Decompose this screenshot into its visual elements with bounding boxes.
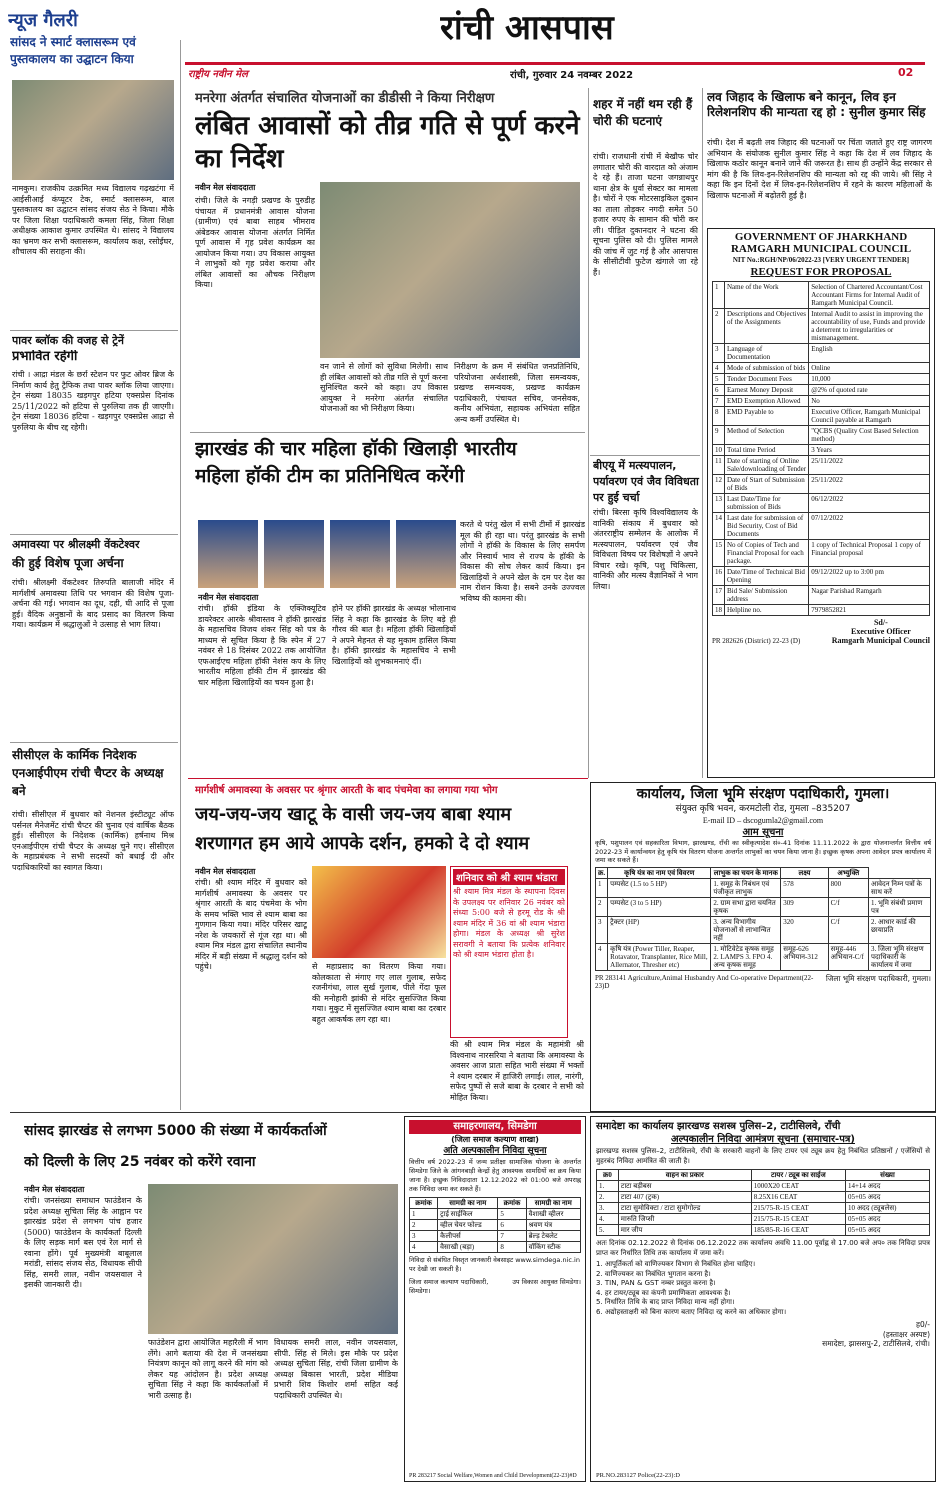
police-sign3: समादेष्टा, झाससपु-2, टाटीसिलवे, रांची। [822, 1339, 930, 1348]
table-cell: Online [809, 363, 930, 374]
mnrega-body-col2: वन जाने से लोगों को सुविधा मिलेगी। साथ ही लंबित आवासों को तीव्र गति से पूर्ण करना सुनिश्चित करने को कहा। उप विकास आयुक्त ने मनरेगा अंतर्गत संचालित योजनाओं का भी निरीक्षण किया। [320, 362, 448, 413]
table-header-cell: क्रमांक [498, 1198, 526, 1209]
table-row [597, 1203, 930, 1214]
table-cell: ट्राई साईकिल [438, 1209, 498, 1220]
police-term: 5. निर्धारित तिथि के बाद प्राप्त निविदा मान्य नहीं होगा। [596, 1298, 735, 1306]
simdega-table [409, 1197, 581, 1253]
table-cell: 14 [713, 513, 725, 540]
table-row [597, 1225, 930, 1236]
table-cell: 2 [713, 309, 725, 344]
table-cell: Name of the Work [725, 282, 809, 309]
table-row [596, 878, 931, 897]
table-cell: 3. जिला भूमि संरक्षण पदाधिकारी के कार्यालय में जमा [868, 943, 930, 970]
table-header-cell: क्र0 [597, 1170, 619, 1181]
left-story1-photo [12, 80, 174, 180]
table-cell: 1. मोटिवेटेड कृषक समूह 2. LAMPS 3. FPO 4. अन्य कृषक समूह [711, 943, 781, 970]
table-header-cell: क्रमांक [410, 1198, 438, 1209]
table-cell: कृषि यंत्र (Power Tiller, Reaper, Rotavator, Transplanter, Rice Mill, Allernator, Thresher etc) [608, 943, 711, 970]
table-cell: 10 [713, 445, 725, 456]
table-row [410, 1209, 581, 1220]
table-row [713, 309, 930, 344]
table-cell: 6 [713, 385, 725, 396]
ramgarh-gov: GOVERNMENT OF JHARKHAND [734, 231, 908, 243]
table-cell: व्हील चेयर फोल्ड [438, 1220, 498, 1231]
table-cell: टाटा सुमोविक्टा / टाटा सुमोगोल्ड [618, 1203, 751, 1214]
table-cell: कैलीपर्स [438, 1231, 498, 1242]
khatu-sidebar [450, 866, 568, 1038]
mnrega-headline: लंबित आवासों को तीव्र गति से पूर्ण करने का निर्देश [195, 111, 580, 174]
city-theft-headline: शहर में नहीं थम रही हैं चोरी की घटनाएं [593, 97, 693, 128]
table-cell: "QCBS (Quality Cost Based Selection method) [809, 426, 930, 445]
left-story2-kicker: पावर ब्लॉक की वजह से ट्रेनें [12, 334, 124, 347]
mp-headline: सांसद झारखंड से लगभग 5000 की संख्या में कार्यकर्ताओं को दिल्ली के लिए 25 नवंबर को करेंगे रवाना [24, 1123, 327, 1170]
table-cell: Total time Period [725, 445, 809, 456]
table-cell: टाटा बड़ीबस [618, 1181, 751, 1192]
table-cell: 25/11/2022 [809, 475, 930, 494]
left-story2-headline: प्रभावित रहेंगी [12, 350, 78, 364]
police-pr: PR.NO.283127 Police(22-23):D [596, 1472, 680, 1479]
table-cell: Internal Audit to assist in improving the accountability of use, Funds and provide a deterrent to irregularities or mismanagement. [809, 309, 930, 344]
table-cell: EMD Exemption Allowed [725, 396, 809, 407]
table-cell: 1000X20 CEAT [751, 1181, 845, 1192]
gumla-pr: PR 283141 Agriculture,Animal Husbandry And Co-operative Department(22-23)D [595, 973, 814, 990]
table-cell: 5 [713, 374, 725, 385]
ramgarh-table [712, 281, 930, 616]
table-row [713, 494, 930, 513]
table-cell: No of Copies of Tech and Financial Proposal for each package. [725, 540, 809, 567]
table-cell: 4 [410, 1242, 438, 1253]
table-cell: Tender Document Fees [725, 374, 809, 385]
khatu-body-col1: रांची। श्री श्याम मंदिर में बुधवार को मार्गशीर्ष अमावस्या के अवसर पर श्रृंगार आरती के बाद पंचमेवा के भोग के समय भक्ति भाव से श्याम बाबा का गुणगान किया गया। मंदिर परिसर खाटू नरेश के जयकारों से गूंज रहा था। श्री श्याम मित्र मंडल द्वारा संचालित स्थानीय मंदिर में बड़ी संख्या में श्रद्धालु दर्शन को पहुंचे। [195, 878, 307, 971]
table-cell: 5 [498, 1209, 526, 1220]
table-cell: Date/Time of Technical Bid Opening [725, 567, 809, 586]
table-cell: Date of Start of Submission of Bids [725, 475, 809, 494]
left-story1-body: नामकुम। राजकीय उत्क्रमित मध्य विद्यालय गढ़खटंगा में आईसीआई कंप्यूटर टेक, स्मार्ट क्लासरूम, बाल पुस्तकालय का उद्घाटन सांसद संजय सेठ ने किया। मौके पर जिला शिक्षा पदाधिकारी कमला सिंह, जिला शिक्षा अधीक्षक आकाश कुमार उपस्थित थे। सांसद ने विद्यालय का भ्रमण कर सभी क्लासरूम, कार्यालय कक्ष, रसोईघर, शौचालय की सराहना की। [12, 184, 174, 256]
masthead-rule [185, 62, 925, 65]
police-title: अल्पकालीन निविदा आमंत्रण सूचना (समाचार-पत्र) [671, 1134, 855, 1145]
khatu-sidebar-body: श्री श्याम मित्र मंडल के स्थापना दिवस के उपलक्ष्य पर शनिवार 26 नवंबर को संध्या 5:00 बजे से हरमू रोड के श्री श्याम मंदिर में 36 वां श्री श्याम भंडारा होगा। मंडल के अध्यक्ष श्री सुरेश सरावगी ने बताया कि प्रत्येक शनिवार को श्री श्याम भंडारा होता है। [453, 887, 565, 959]
left-story4-body: रांची। सीसीएल में बुधवार को नेशनल इंस्टीट्यूट ऑफ पर्सनल मैनेजमेंट रांची चैप्टर की चुनाव एवं वार्षिक बैठक हुई। सीसीएल के निदेशक (कार्मिक) हर्षनाथ मिश्र एनआईपीएम रांची चैप्टर के अध्यक्ष चुने गए। सीसीएल के महाप्रबंधक ने सभी सदस्यों को बधाई दी और पदाधिकारियों का स्वागत किया। [12, 810, 174, 872]
hockey-body-col2: होने पर हॉकी झारखंड के अध्यक्ष भोलानाथ सिंह ने कहा कि झारखंड के लिए बड़े ही गौरव की बात है। महिला हॉकी खिलाड़ियों ने अपने मेहनत से यह मुकाम हासिल किया है। हॉकी झारखंड के महासचिव ने सभी खिलाड़ियों को शुभकामनाएं दीं। [332, 604, 456, 666]
table-cell: No [809, 396, 930, 407]
police-term: 2. वाणिज्यकर का निबंधित भुगतान करना है। [596, 1269, 711, 1278]
ramgarh-sign3: Ramgarh Municipal Council [831, 636, 930, 645]
table-cell: 3 [410, 1231, 438, 1242]
table-cell: 4. [597, 1214, 619, 1225]
table-cell: 2 [410, 1220, 438, 1231]
left-story4-headline: सीसीएल के कार्मिक निदेशक एनआईपीएम रांची चैप्टर के अध्यक्ष बने [12, 748, 164, 798]
table-header-cell: अभ्युक्ति [828, 867, 868, 878]
table-cell: 7 [498, 1231, 526, 1242]
table-cell: Nagar Parishad Ramgarh [809, 586, 930, 605]
table-cell: 16 [713, 567, 725, 586]
table-cell: टाटा 407 (ट्रक) [618, 1192, 751, 1203]
simdega-title: अति अल्पकालीन निविदा सूचना [443, 1146, 547, 1156]
table-cell: 7979852821 [809, 605, 930, 616]
left-story3-body: रांची। श्रीलक्ष्मी वेंकटेश्वर तिरुपति बालाजी मंदिर में मार्गशीर्ष अमावस्या तिथि पर भगवान की विशेष पूजा-अर्चना की गई। भगवान का दूध, दही, घी आदि से पूजा हुई। वैदिक अनुष्ठानों के बाद प्रसाद का वितरण किया गया। कार्यक्रम में श्रद्धालुओं ने उत्साह से भाग लिया। [12, 578, 174, 629]
table-row [713, 605, 930, 616]
table-cell: 18 [713, 605, 725, 616]
dateline: रांची, गुरुवार 24 नवम्बर 2022 [510, 70, 634, 81]
mnrega-body-col3: निरीक्षण के क्रम में संबंधित जनप्रतिनिधि, परियोजना अर्थशास्त्री, जिला समन्वयक, प्रखण्ड समन्वयक, प्रखण्ड कार्यक्रम पदाधिकारी, पंचायत सचिव, जनसेवक, कनीय अभियंता, सहायक अभियंता सहित अन्य कर्मी उपस्थित थे। [454, 362, 580, 424]
table-header-cell: सामग्री का नाम [526, 1198, 580, 1209]
gumla-title: आम सूचना [742, 827, 784, 838]
table-cell: मार जीप [618, 1225, 751, 1236]
table-row [713, 567, 930, 586]
table-cell: Method of Selection [725, 426, 809, 445]
hockey-byline: नवीन मेल संवाददाता [198, 593, 259, 602]
simdega-sign-left: जिला समाज कल्याण पदाधिकारी, सिमडेगा। [409, 1278, 489, 1295]
table-cell: 4 [596, 943, 608, 970]
table-cell: 9 [713, 426, 725, 445]
table-cell: 25/11/2022 [809, 456, 930, 475]
khatu-headline: जय-जय-जय खाटू के वासी जय-जय बाबा श्याम शरणागत हम आये आपके दर्शन, हमको दे दो श्याम [195, 804, 530, 854]
table-row [713, 513, 930, 540]
ramgarh-org: RAMGARH MUNICIPAL COUNCIL [730, 243, 912, 255]
table-cell: 13 [713, 494, 725, 513]
hockey-player-photo-1 [198, 520, 258, 588]
table-cell: 14+14 अदद [845, 1181, 929, 1192]
ramgarh-title: REQUEST FOR PROPOSAL [750, 266, 892, 278]
hockey-player-photo-4 [396, 520, 456, 588]
gumla-table [595, 867, 931, 971]
table-row [713, 445, 930, 456]
section-title: रांची आसपास [440, 8, 614, 48]
table-cell: 07/12/2022 [809, 513, 930, 540]
bau-body: रांची। बिरसा कृषि विश्वविद्यालय के वानिकी संकाय में बुधवार को अंतरराष्ट्रीय सम्मेलन के आलोक में मत्स्यपालन, पर्यावरण एवं जैव विविधता विषय पर विशेषज्ञों ने अपने विचार रखे। कृषि, पशु चिकित्सा, वानिकी और मत्स्य वैज्ञानिकों ने भाग लिया। [593, 508, 698, 591]
table-row [713, 426, 930, 445]
ramgarh-sign1: Sd/- [873, 618, 888, 627]
mp-body-col1: रांची। जनसंख्या समाधान फाउंडेशन के प्रदेश अध्यक्ष सुचिता सिंह के आह्वान पर झारखंड प्रदेश से लगभग पांच हजार (5000) फाउंडेशन के कार्यकर्ता दिल्ली के लिए सड़क मार्ग बस एवं रेल मार्ग से रवाना होंगे। पूर्व मुख्यमंत्री बाबूलाल मरांडी, सांसद संजय सेठ, विधायक सीपी सिंह, समरी लाल, नवीन जयसवाल ने इसकी जानकारी दी। [24, 1196, 142, 1289]
police-office: समादेष्टा का कार्यालय झारखण्ड सशस्त्र पुलिस–2, टाटीसिलवे, राँची [596, 1121, 841, 1132]
table-row [596, 897, 931, 916]
table-cell: 320 [781, 916, 828, 943]
khatu-body-col3: की श्री श्याम मित्र मंडल के महामंत्री श्री विश्वनाथ नारसरिया ने बताया कि अमावस्या के अवसर आज प्रातः सहित भारी संख्या में भक्तों ने श्याम दरबार में हाजिरी लगाई। लाल, नारंगी, सफेद पुष्पों से सजे बाबा के दरबार ने सभी को मोहित किया। [450, 1040, 584, 1102]
table-header-cell: कृषि यंत्र का नाम एवं विवरण [608, 867, 711, 878]
table-cell: 7 [713, 396, 725, 407]
table-row [597, 1192, 930, 1203]
khatu-photo [312, 866, 446, 958]
gumla-sign: जिला भूमि संरक्षण पदाधिकारी, गुमला। [825, 973, 931, 983]
mp-photo [148, 1184, 398, 1334]
table-cell: 1. समूह के निबंधन एवं पंजीकृत लाभुक [711, 878, 781, 897]
table-cell: English [809, 344, 930, 363]
table-cell: वैशाखी व्हीलर [526, 1209, 580, 1220]
table-cell: Language of Documentation [725, 344, 809, 363]
gumla-intro: कृषि, पशुपालन एवं सहकारिता विभाग, झारखण्ड, राँची का स्वीकृत्यादेश सं०-41 दिनांक 11.11.2022 के द्वारा योजनान्तर्गत वित्तीय वर्ष 2022-23 में कार्यान्वयन हेतु कृषि यंत्र वितरण योजना अन्तर्गत लाभुकों का चयन किया जाना है। इच्छुक कृषक अपना आवेदन प्रपत्र कार्यालय में जमा कर सकते हैं। [595, 839, 931, 864]
simdega-sub: (जिला समाज कल्याण शाखा) [451, 1135, 539, 1144]
table-cell: Selection of Chartered Accountant/Cost Accountant Firms for Internal Audit of Ramgarh Municipal Council. [809, 282, 930, 309]
table-cell: वॉकिंग स्टीक [526, 1242, 580, 1253]
left-story2-body: रांची । आद्रा मंडल के छर्रा स्टेशन पर फुट ओवर ब्रिज के निर्माण कार्य हेतु ट्रैफिक तथा पावर ब्लॉक लिया जाएगा। ट्रेन संख्या 18035 खड़गपुर हटिया एक्सप्रेस दिनांक 25/11/2022 को हटिया से पुरुलिया तक ही जाएगी। ट्रेन संख्या 18036 हटिया - खड़गपुर एक्सप्रेस आद्रा से पुरुलिया के बीच रद्द रहेगी। [12, 370, 174, 432]
brand: राष्ट्रीय नवीन मेल [188, 69, 248, 80]
simdega-sign-right: उप विकास आयुक्त सिमडेगा। [512, 1278, 581, 1286]
left-story3-kicker: अमावस्या पर श्रीलक्ष्मी वेंकटेश्वर [12, 538, 140, 551]
table-cell: 1 copy of Technical Proposal 1 copy of Financial proposal [809, 540, 930, 567]
table-row [596, 943, 931, 970]
table-header-cell: क्र. [596, 867, 608, 878]
table-cell: 2. आधार कार्ड की छायाप्रति [868, 916, 930, 943]
khatu-byline: नवीन मेल संवाददाता [195, 867, 256, 876]
lovejihad-headline: लव जिहाद के खिलाफ बने कानून, लिव इन रिलेशनशिप की मान्यता रद्द हो : सुनील कुमार सिंह [707, 90, 926, 119]
table-row [410, 1242, 581, 1253]
table-cell: श्रवण यंत्र [526, 1220, 580, 1231]
table-header-cell: टायर / ट्यूब का साईज [751, 1170, 845, 1181]
table-row [713, 475, 930, 494]
gumla-address: संयुक्त कृषि भवन, करमटोली रोड, गुमला –835207 [675, 804, 851, 814]
khatu-sidebar-head: शनिवार को श्री श्याम भंडारा [453, 869, 565, 885]
table-row [410, 1231, 581, 1242]
table-cell: 309 [781, 897, 828, 916]
police-date-text: अतः दिनांक 02.12.2022 से दिनांक 06.12.2022 तक कार्यालय अवधि 11.00 पूर्वाह्न से 17.00 बजे अप० तक निविदा प्रपत्र प्राप्त कर निर्धारित तिथि तक कार्यालय में जमा करें। [596, 1239, 930, 1257]
table-cell: 215/75-R-15 CEAT [751, 1203, 845, 1214]
table-cell: 3 Years [809, 445, 930, 456]
table-row [713, 282, 930, 309]
mp-body-col3: विधायक समरी लाल, नवीन जयसवाल, सीपी. सिंह से मिले। इस मौके पर प्रदेश अध्यक्ष सुचिता सिंह, रांची जिला ग्रामीण के अध्यक्ष बिकास भारती, प्रदेश मीडिया प्रभारी शिव किशोर शर्मा सहित कई पदाधिकारी उपस्थित थे। [274, 1338, 398, 1400]
table-cell: 17 [713, 586, 725, 605]
hockey-body-col3: करते थे परंतु खेल में सभी टीमों में झारखंड मूल की ही रहा था। परंतु झारखंड के सभी लोगों ने हॉकी के विकास के लिए समर्पण और निस्वार्थ भाव से राज्य के हॉकी के विकास की सोच लेकर कार्य किया। इन खिलाड़ियों ने अपने खेल के दम पर देश का नाम रोशन किया है। सबने उनके उज्ज्वल भविष्य की कामना की। [460, 520, 585, 603]
table-cell: 3. [597, 1203, 619, 1214]
table-cell: 8.25X16 CEAT [751, 1192, 845, 1203]
table-cell: 578 [781, 878, 828, 897]
left-story1-headline: सांसद ने स्मार्ट क्लासरूम एवं पुस्तकालय का उद्घाटन किया [10, 35, 136, 66]
table-cell: 05+05 अदद [845, 1214, 929, 1225]
table-row [713, 363, 930, 374]
lovejihad-body: रांची। देश में बढ़ती लव जिहाद की घटनाओं पर चिंता जताते हुए राष्ट्र जागरण अभियान के संयोजक सुनील कुमार सिंह ने कहा कि देश में लव जिहाद के खिलाफ कठोर कानून बनाने जाने की जरूरत है। साथ ही उन्होंने केंद्र सरकार से मांग की है कि लिव-इन-रिलेशनशिप की मान्यता को रद्द की जाये। श्री सिंह ने कहा कि इन दिनों देश में लिव-इन-रिलेशनशिप में रहने के कारण महिलाओं के खिलाफ घटनाओं में बढ़ोतरी हुई है। [707, 138, 932, 200]
table-cell: ट्रैक्टर (HP) [608, 916, 711, 943]
ramgarh-pr: PR 282626 (District) 22-23 (D) [712, 637, 801, 645]
table-cell: EMD Payable to [725, 407, 809, 426]
police-term: 3. TIN, PAN & GST नम्बर प्रस्तुत करना है। [596, 1279, 716, 1287]
table-cell: 1. [597, 1181, 619, 1192]
table-cell: 8 [713, 407, 725, 426]
table-cell: 6 [498, 1220, 526, 1231]
table-cell: Date of starting of Online Sale/downloading of Tender [725, 456, 809, 475]
table-row [713, 407, 930, 426]
table-cell: 5. [597, 1225, 619, 1236]
table-cell: Descriptions and Objectives of the Assignments [725, 309, 809, 344]
table-cell: 3 [596, 916, 608, 943]
gumla-office: कार्यालय, जिला भूमि संरक्षण पदाधिकारी, गुमला। [636, 786, 890, 802]
table-cell: Helpline no. [725, 605, 809, 616]
page-number: 02 [898, 66, 914, 79]
table-cell: 1 [410, 1209, 438, 1220]
simdega-office: समाहरणालय, सिमडेगा [409, 1120, 581, 1134]
table-cell: 1. भूमि संबंधी प्रमाण पत्र [868, 897, 930, 916]
table-row [597, 1181, 930, 1192]
hockey-body-col1: रांची। हॉकी इंडिया के एक्जिक्यूटिव डायरेक्टर आरके श्रीवास्तव ने हॉकी झारखंड के महासचिव विजय शंकर सिंह को पत्र के माध्यम से सूचित किया है कि स्पेन में 27 नवंबर से 18 दिसंबर 2022 तक आयोजित एफआईएच महिला हॉकी नेशंस कप के लिए भारतीय महिला हॉकी टीम में झारखंड की चार महिला खिलाड़ियों का चयन हुआ है। [198, 604, 326, 687]
mnrega-byline: नवीन मेल संवाददाता [195, 183, 256, 192]
table-cell: 2. ग्राम सभा द्वारा चयनित कृषक [711, 897, 781, 916]
ramgarh-tender [707, 228, 935, 778]
table-cell: Mode of submission of bids [725, 363, 809, 374]
table-cell: 3. अन्य विभागीय योजनाओं से लाभान्वित नहीं [711, 916, 781, 943]
hockey-player-photo-2 [264, 520, 324, 588]
table-cell: Last date for submission of Bid Security, Cost of Bid Documents [725, 513, 809, 540]
table-cell: 05+05 अदद [845, 1192, 929, 1203]
police-intro: झारखण्ड सशस्त्र पुलिस–2, टाटीसिलवे, राँची के सरकारी वाहनों के लिए टायर एवं ट्यूब क्रय हेतु निबंधित प्रतिष्ठानों / एजेंसियों से मुहरबंद निविदा आमंत्रित की जाती है। [596, 1147, 930, 1165]
police-term: 6. अद्योहस्ताक्षरी को बिना कारण बताए निविदा रद्द करने का अधिकार होगा। [596, 1307, 787, 1316]
table-row [713, 396, 930, 407]
simdega-tender [404, 1116, 586, 1482]
table-cell: 8 [498, 1242, 526, 1253]
mp-body-col2: फाउंडेशन द्वारा आयोजित महारैली में भाग लेंगे। आगे बताया की देश में जनसंख्या नियंत्रण कानून को लागू करने की मांग को लेकर यह आंदोलन है। प्रदेश अध्यक्ष सुचिता सिंह ने कहा कि कार्यकर्ताओं में भारी उत्साह है। [148, 1338, 268, 1400]
police-sign2: (हस्ताक्षर अस्पष्ट) [882, 1329, 930, 1339]
table-header-cell: लक्ष्य [781, 867, 828, 878]
gumla-email: E-mail ID – dscogumla2@gmail.com [702, 816, 824, 825]
mp-byline: नवीन मेल संवाददाता [24, 1185, 85, 1194]
table-row [713, 374, 930, 385]
table-cell: 185/85-R-16 CEAT [751, 1225, 845, 1236]
ramgarh-sign2: Executive Officer [851, 627, 911, 636]
table-cell: Last Date/Time for submission of Bids [725, 494, 809, 513]
table-header-cell: संख्या [845, 1170, 929, 1181]
table-row [713, 456, 930, 475]
table-cell: 11 [713, 456, 725, 475]
table-cell: 1 [596, 878, 608, 897]
table-cell: पम्पसेट (1.5 to 5 HP) [608, 878, 711, 897]
simdega-note: निविदा से संबंधित विस्तृत जानकारी वेबसाइट www.simdega.nic.in पर देखी जा सकती है। [409, 1256, 580, 1273]
bau-headline: बीएयू में मत्स्यपालन, पर्यावरण एवं जैव विविधता पर हुई चर्चा [593, 459, 699, 504]
table-cell: 2 [596, 897, 608, 916]
table-row [597, 1214, 930, 1225]
police-sign1: ह0/- [916, 1320, 930, 1329]
table-cell: 06/12/2022 [809, 494, 930, 513]
table-cell: Bid Sale/ Submission address [725, 586, 809, 605]
table-cell: 4 [713, 363, 725, 374]
table-cell: @2% of quoted rate [809, 385, 930, 396]
table-header-cell: लाभुक का चयन के मानक [711, 867, 781, 878]
table-cell: ब्रेल्ड़ टेबलेट [526, 1231, 580, 1242]
mnrega-photo [320, 182, 580, 358]
khatu-body-col2: से महाप्रसाद का वितरण किया गया। कोलकाता से मंगाए गए लाल गुलाब, सफेद रजनीगंधा, लाल सुर्ख गुलाब, पीले गेंदा फूल की मनोहारी झांकी से मंदिर सुसज्जित किया गया। मुकुट में सुसज्जित श्याम बाबा का दरबार बहुत आकर्षक लग रहा था। [312, 962, 446, 1024]
gallery-label: न्यूज गैलरी [8, 10, 78, 31]
hockey-player-photo-3 [330, 520, 390, 588]
table-cell: समूह-626 अभियान-312 [781, 943, 828, 970]
table-cell: 2. [597, 1192, 619, 1203]
mnrega-body-col1: रांची। जिले के नगड़ी प्रखण्ड के पुरुडीह पंचायत में प्रधानमंत्री आवास योजना (ग्रामीण) एवं बाबा साहब भीमराव अंबेडकर आवास योजना अंतर्गत निर्मित पूर्ण आवास में गृह प्रवेश कार्यक्रम का आयोजन किया गया। उप विकास आयुक्त ने लाभुकों को गृह प्रवेश कराया और लंबित आवासों का औचक निरीक्षण किया। [195, 196, 315, 289]
table-cell: 10 अदद (ट्यूबलेस) [845, 1203, 929, 1214]
table-cell: समूह-446 अभियान-C/f [828, 943, 868, 970]
table-header-cell: सामग्री का नाम [438, 1198, 498, 1209]
table-row [713, 344, 930, 363]
table-cell: C/f [828, 916, 868, 943]
simdega-body: वित्तीय वर्ष 2022-23 में जन्म प्रतीक्षा सामाजिक योजना के अन्तर्गत सिमडेगा जिले के आंगनबाड़ी केन्द्रों हेतु आवश्यक सामग्रियों का क्रय किया जाना है। इच्छुक निविदादाता 12.12.2022 को 01:00 बजे अपराह्न तक निविदा जमा कर सकते हैं। [409, 1158, 581, 1193]
city-theft-body: रांची। राजधानी रांची में बेखौफ चोर लगातार चोरी की वारदात को अंजाम दे रहे हैं। ताजा घटना जगन्नाथपुर थाना क्षेत्र के धुर्वा सेक्टर का मामला है। चोरों ने एक मोटरसाइकिल दुकान का ताला तोड़कर नगदी समेत 50 हजार रुपए के सामान की चोरी कर ली। पीड़ित दुकानदार ने घटना की सूचना पुलिस को दी। पुलिस मामले की जांच में जुट गई है और आसपास के सीसीटीवी फुटेज खंगाले जा रहे हैं। [593, 152, 698, 277]
police-tender [590, 1116, 936, 1482]
hockey-headline: झारखंड की चार महिला हॉकी खिलाड़ी भारतीय महिला हॉकी टीम का प्रतिनिधित्व करेंगी [195, 438, 517, 487]
table-cell: 800 [828, 878, 868, 897]
left-story3-headline: की हुई विशेष पूजा अर्चना [12, 556, 124, 570]
gumla-tender [590, 782, 936, 1112]
table-header-cell: वाहन का प्रकार [618, 1170, 751, 1181]
police-table [596, 1169, 930, 1236]
table-cell: 3 [713, 344, 725, 363]
khatu-kicker: मार्गशीर्ष अमावस्या के अवसर पर श्रृंगार आरती के बाद पंचमेवा का लगाया गया भोग [195, 785, 498, 796]
table-cell: 09/12/2022 up to 3:00 pm [809, 567, 930, 586]
table-row [596, 916, 931, 943]
table-cell: मारुति जिप्सी [618, 1214, 751, 1225]
table-row [713, 385, 930, 396]
table-cell: 05+05 अदद [845, 1225, 929, 1236]
ramgarh-nit: NIT No.:RGH/NP/06/2022-23 [VERY URGENT TENDER] [732, 256, 910, 264]
table-cell: Executive Officer, Ramgarh Municipal Council payable at Ramgarh [809, 407, 930, 426]
table-cell: वैसाखी (बड़ा) [438, 1242, 498, 1253]
table-cell: 215/75-R-15 CEAT [751, 1214, 845, 1225]
police-term: 4. हर टायर/ट्यूब का कंपनी प्रमाणिकता आवश्यक है। [596, 1288, 731, 1297]
police-term: 1. आपूर्तिकर्ता को वाणिज्यकर विभाग से निबंधित होना चाहिए। [596, 1260, 756, 1268]
mnrega-kicker: मनरेगा अंतर्गत संचालित योजनाओं का डीडीसी ने किया निरीक्षण [195, 91, 495, 106]
table-cell: आवेदन निम्न पत्रों के साथ करें [868, 878, 930, 897]
table-cell: 15 [713, 540, 725, 567]
table-cell: 12 [713, 475, 725, 494]
table-row [410, 1220, 581, 1231]
table-cell: 1 [713, 282, 725, 309]
table-row [713, 586, 930, 605]
simdega-pr: PR 283217 Social Welfare,Women and Child Development(22-23)#D [409, 1473, 577, 1479]
table-cell: C/f [828, 897, 868, 916]
table-row [713, 540, 930, 567]
table-cell: पम्पसेट (3 to 5 HP) [608, 897, 711, 916]
table-cell: 10,000 [809, 374, 930, 385]
table-cell: Earnest Money Deposit [725, 385, 809, 396]
